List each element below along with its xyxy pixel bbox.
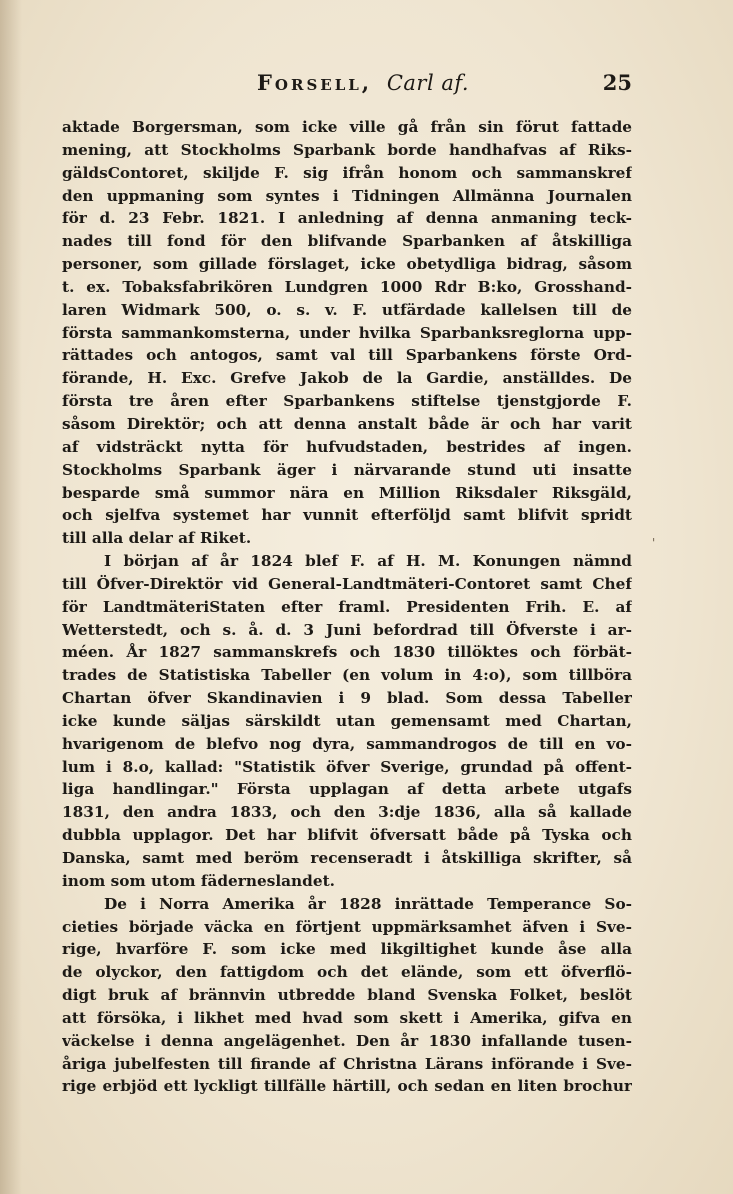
text-line: dubbla upplagor. Det har blifvit öfversatt både på Tyska och [62, 826, 632, 845]
running-head-surname: Forsell, [257, 70, 373, 95]
binding-shadow [0, 0, 22, 1194]
text-line: I början af år 1824 blef F. af H. M. Konungen nämnd [104, 552, 632, 571]
text-line: såsom Direktör; och att denna anstalt både är och har varit [62, 414, 632, 433]
text-line: Wetterstedt, och s. å. d. 3 Juni befordrad till Öfverste i ar- [62, 620, 632, 639]
text-line: t. ex. Tobaksfabrikören Lundgren 1000 Rdr B:ko, Grosshand- [62, 277, 632, 296]
text-line: till Öfver-Direktör vid General-Landtmäteri-Contoret samt Chef [62, 574, 632, 593]
text-line: rättades och antogos, samt val till Sparbankens förste Ord- [62, 346, 632, 365]
text-line: mening, att Stockholms Sparbank borde handhafvas af Riks- [62, 140, 632, 159]
text-line: cieties började väcka en förtjent uppmärksamhet äfven i Sve- [62, 917, 632, 936]
text-line: förande, H. Exc. Grefve Jakob de la Gardie, anställdes. De [62, 369, 632, 388]
text-line: och sjelfva systemet har vunnit efterföljd samt blifvit spridt [62, 506, 632, 525]
text-line: laren Widmark 500, o. s. v. F. utfärdade kallelsen till de [62, 300, 632, 319]
text-line: till alla delar af Riket. [62, 529, 252, 548]
running-head-given-name: Carl af. [386, 71, 470, 95]
page-header [62, 70, 632, 100]
text-line: méen. År 1827 sammanskrefs och 1830 tillöktes och förbät- [62, 643, 632, 662]
text-line: 1831, den andra 1833, och den 3:dje 1836, alla så kallade [62, 803, 632, 822]
text-line: rige erbjöd ett lyckligt tillfälle härtill, och sedan en liten brochur [62, 1077, 632, 1096]
text-line: besparde små summor nära en Million Riksdaler Riksgäld, [62, 483, 632, 502]
text-line: första sammankomsterna, under hvilka Sparbanksreglorna upp- [62, 323, 632, 342]
running-head [257, 70, 469, 95]
text-line: inom som utom fäderneslandet. [62, 871, 335, 890]
text-line: första tre åren efter Sparbankens stiftelse tjenstgjorde F. [62, 392, 632, 411]
page-number: 25 [602, 70, 632, 95]
text-line: icke kunde säljas särskildt utan gemensamt med Chartan, [62, 711, 632, 730]
text-line: Danska, samt med beröm recenseradt i åtskilliga skrifter, så [62, 849, 632, 867]
margin-mark: ' [652, 536, 656, 550]
text-line: digt bruk af brännvin utbredde bland Svenska Folket, beslöt [62, 986, 632, 1005]
text-line: personer, som gillade förslaget, icke obetydliga bidrag, såsom [62, 255, 632, 274]
text-line: hvarigenom de blefvo nog dyra, sammandrogos de till en vo- [62, 734, 632, 753]
text-line: att försöka, i likhet med hvad som skett i Amerika, gifva en [62, 1008, 632, 1027]
text-line: De i Norra Amerika år 1828 inrättade Temperance So- [104, 894, 632, 913]
text-line: af vidsträckt nytta för hufvudstaden, bestrides af ingen. [62, 437, 632, 456]
text-line: nades till fond för den blifvande Sparbanken af åtskilliga [62, 232, 632, 251]
text-line: aktade Borgersman, som icke ville gå från sin förut fattade [62, 118, 632, 136]
text-line: den uppmaning som syntes i Tidningen Allmänna Journalen [62, 186, 632, 205]
text-line: Stockholms Sparbank äger i närvarande stund uti insatte [62, 460, 632, 479]
text-line: åriga jubelfesten till firande af Christna Lärans införande i Sve- [62, 1054, 632, 1073]
text-line: Chartan öfver Skandinavien i 9 blad. Som dessa Tabeller [62, 689, 632, 708]
text-line: för LandtmäteriStaten efter framl. Presidenten Frih. E. af [62, 597, 632, 616]
text-line: lum i 8.o, kallad: "Statistik öfver Sverige, grundad på offent- [62, 757, 632, 776]
text-line: trades de Statistiska Tabeller (en volum in 4:o), som tillböra [62, 666, 632, 685]
text-line: rige, hvarföre F. som icke med likgiltighet kunde åse alla [62, 940, 632, 959]
text-line: för d. 23 Febr. 1821. I anledning af denna anmaning teck- [62, 209, 632, 228]
text-line: gäldsContoret, skiljde F. sig ifrån honom och sammanskref [62, 163, 632, 182]
body-text [62, 116, 632, 1098]
text-line: väckelse i denna angelägenhet. Den år 1830 infallande tusen- [62, 1031, 632, 1050]
text-line: liga handlingar." Första upplagan af detta arbete utgafs [62, 780, 632, 799]
text-line: de olyckor, den fattigdom och det elände, som ett öfverflö- [62, 963, 632, 982]
